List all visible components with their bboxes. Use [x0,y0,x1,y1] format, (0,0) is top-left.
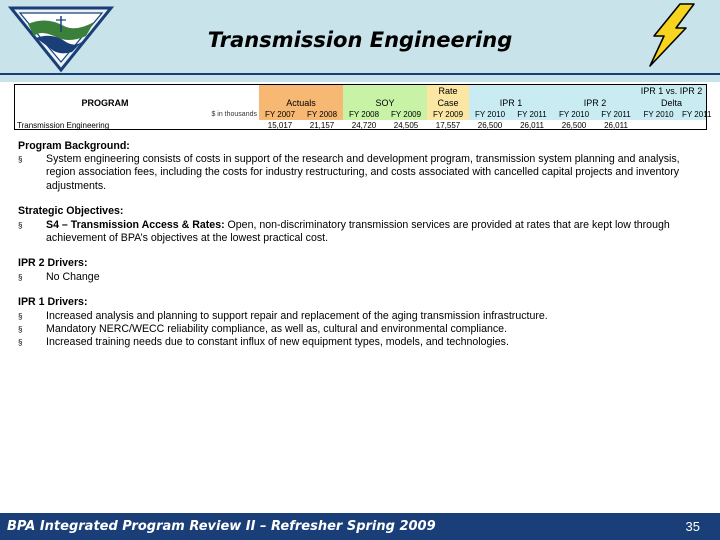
lightning-bolt-icon [640,2,702,68]
program-name: Transmission Engineering [17,121,110,130]
table-year-row [15,109,706,120]
table-cell: 26,011 [520,121,544,130]
table-cell: 26,500 [561,121,587,130]
program-summary-table [14,84,712,130]
table-cell: 21,157 [309,121,335,130]
ipr1-drivers-section [18,296,710,349]
table-cell [680,120,706,131]
bullet-marker: § [18,324,23,334]
bullet-marker: § [18,272,23,282]
actuals-label: Actuals [259,98,343,109]
bullet-text: Increased analysis and planning to support repair and replacement of the aging transmission infrastructure. [46,309,548,322]
section-heading: Program Background: [18,140,130,152]
year-header: FY 2009 [427,109,469,120]
year-header: FY 2011 [511,109,553,120]
ipr2-label: IPR 2 [553,98,637,109]
table-cell [637,120,680,131]
year-header: FY 2009 [385,109,427,120]
year-header: FY 2007 [259,109,301,120]
bullet-marker: § [18,155,23,165]
year-header: FY 2010 [637,109,680,120]
list-item [18,219,710,245]
list-item [18,271,710,284]
header-rule [0,73,720,75]
page-title: Transmission Engineering [207,28,513,52]
delta-label-2: Delta [637,98,706,109]
bullet-marker: § [18,220,23,230]
bullet-text: Mandatory NERC/WECC reliability compliance, as well as, cultural and environmental compliance. [46,322,508,335]
table-row [15,120,706,131]
list-item [18,153,710,193]
ipr1-label: IPR 1 [469,98,553,109]
section-heading: Strategic Objectives: [18,205,124,218]
bullet-text: System engineering consists of costs in support of the research and development program, transmission system planning and analysis, region association fees, including the costs for industry restructuring, and costs associated with cancelled capital projects and inventory adjustments. [46,153,680,192]
table-group-row-1 [15,85,706,98]
delta-label-1: IPR 1 vs. IPR 2 [637,85,706,98]
list-item [18,323,710,336]
rate-case-label-1: Rate [427,85,469,98]
page-number: 35 [685,519,700,534]
table-cell: 15,017 [267,121,293,130]
ipr2-drivers-section [18,257,710,283]
bullet-marker: § [18,337,23,347]
bullet-text: Increased training needs due to constant influx of new equipment types, models, and technologies. [46,335,509,348]
bullet-text: No Change [46,270,100,283]
table-cell: 24,505 [393,121,419,130]
table-cell: 26,011 [604,121,628,130]
year-header: FY 2011 [595,109,637,120]
table-cell: 17,557 [435,121,461,130]
table-group-row-2 [15,98,706,109]
year-header: FY 2010 [553,109,595,120]
program-background-section [18,140,710,193]
program-header: PROGRAM [81,98,129,108]
strategic-objectives-section [18,205,710,245]
section-heading: IPR 1 Drivers: [18,296,88,309]
rate-case-label-2: Case [427,98,469,109]
year-header: FY 2010 [469,109,511,120]
table-cell: 26,500 [477,121,503,130]
slide-body [18,140,710,362]
year-header: FY 2008 [301,109,343,120]
table-cell: 24,720 [351,121,377,130]
units-label: $ in thousands [211,111,257,118]
bullet-marker: § [18,311,23,321]
soy-label: SOY [343,98,427,109]
footer-title: BPA Integrated Program Review II – Refresher Spring 2009 [7,519,436,534]
objective-lead: S4 – Transmission Access & Rates: [46,218,225,231]
list-item [18,336,710,349]
year-header: FY 2008 [343,109,385,120]
footer-band [0,513,720,540]
list-item [18,310,710,323]
year-header: FY 2011 [682,110,712,119]
section-heading: IPR 2 Drivers: [18,257,88,270]
objective-text: Open, non-discriminatory transmission services are provided at rates that are kept low through achievement of BPA’s objectives at the lowest practical cost. [46,218,670,244]
